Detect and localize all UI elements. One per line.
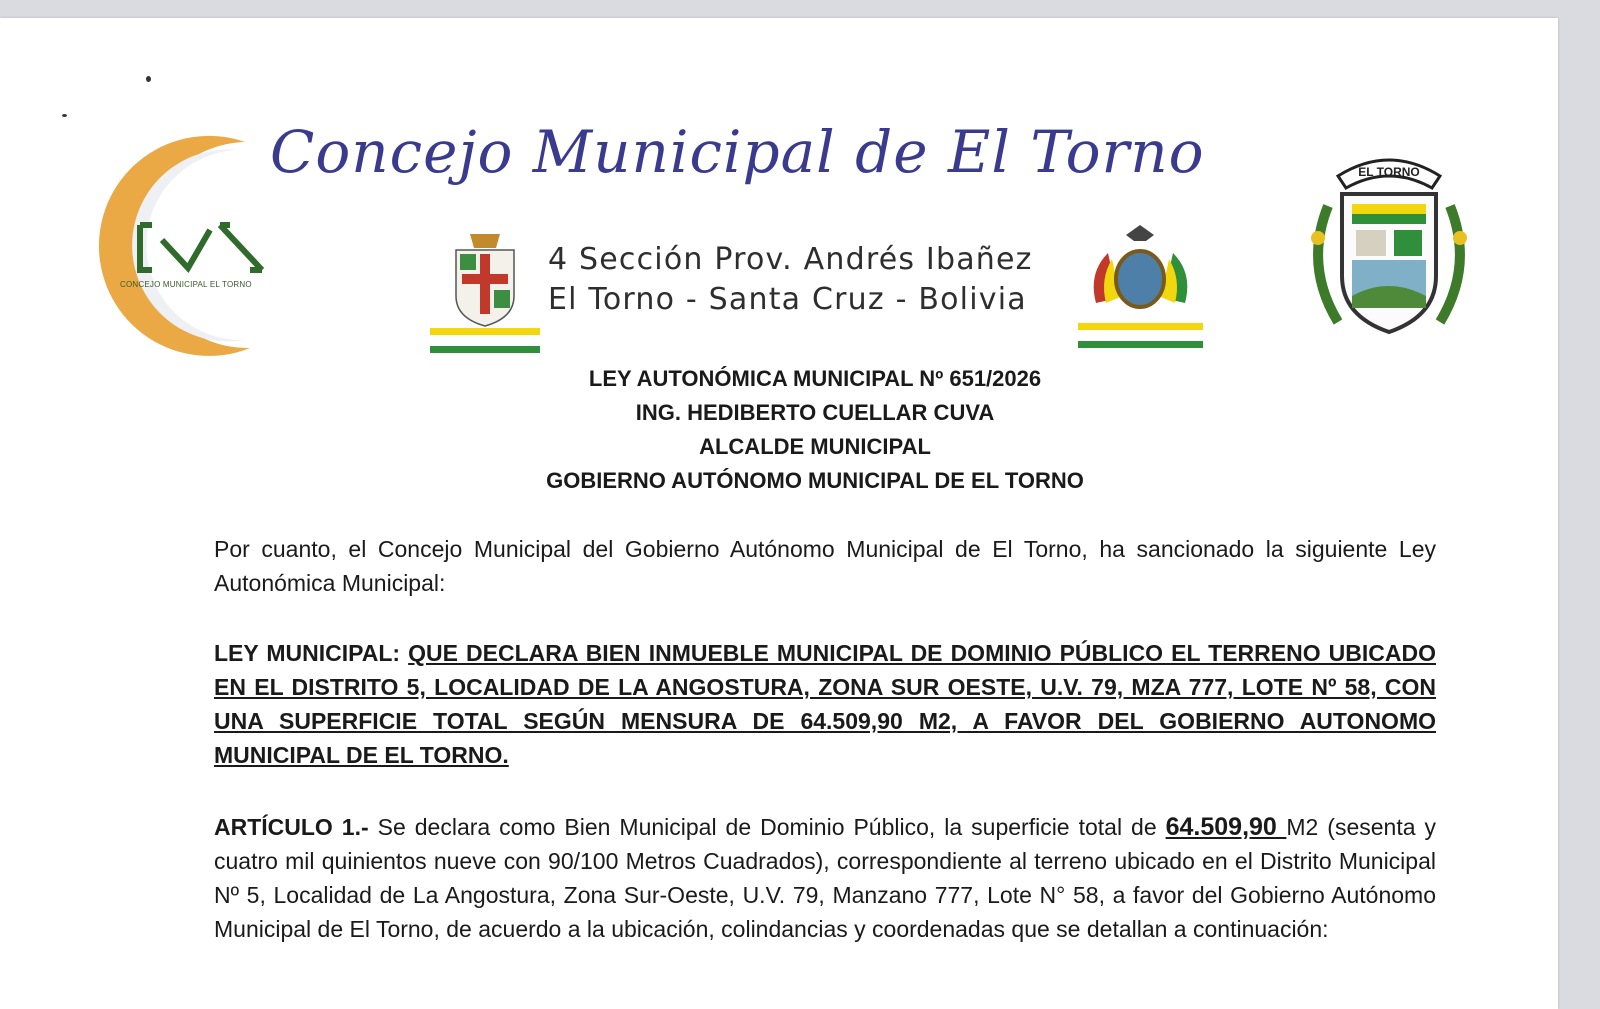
article-1-text-before: Se declara como Bien Municipal de Dominio Público, la superficie total de bbox=[368, 814, 1166, 840]
preamble-paragraph: Por cuanto, el Concejo Municipal del Gobierno Autónomo Municipal de El Torno, ha sancionado la siguiente Ley Autonómica Municipal: bbox=[214, 536, 1436, 596]
subtitle-line2: El Torno - Santa Cruz - Bolivia bbox=[548, 282, 1027, 317]
council-title: Concejo Municipal de El Torno bbox=[270, 118, 1205, 186]
article-1-text-after: M2 (sesenta y cuatro mil quinientos nueve con 90/100 Metros Cuadrados), correspondiente al terreno ubicado en el Distrito Municipal Nº 5, Localidad de La Angostura, Zona Sur-Oeste, U.V. 79, Manzano 777, Lote N° 58, a favor del Gobierno Autónomo Municipal de El Torno, de acuerdo a la ubicación, colindancias y coordenadas que se detallan a continuación: bbox=[214, 814, 1437, 942]
document-page bbox=[0, 18, 1558, 1009]
government-name: GOBIERNO AUTÓNOMO MUNICIPAL DE EL TORNO bbox=[546, 468, 1084, 493]
el-torno-crest bbox=[1298, 146, 1480, 346]
law-title-paragraph bbox=[214, 636, 1436, 772]
law-label: LEY MUNICIPAL: bbox=[214, 640, 409, 666]
logo-caption: CONCEJO MUNICIPAL EL TORNO bbox=[120, 280, 252, 289]
law-heading bbox=[470, 362, 1160, 498]
crest-banner-text: EL TORNO bbox=[1358, 165, 1420, 179]
mayor-title: ALCALDE MUNICIPAL bbox=[699, 434, 931, 459]
scan-speck bbox=[146, 76, 151, 82]
law-title: QUE DECLARA BIEN INMUEBLE MUNICIPAL DE DOMINIO PÚBLICO EL TERRENO UBICADO EN EL DISTRITO 5, LOCALIDAD DE LA ANGOSTURA, ZONA SUR OESTE, U.V. 79, MZA 777, LOTE Nº 58, CON UNA SUPERFICIE TOTAL SEGÚN MENSURA DE 64.509,90 M2, A FAVOR DEL GOBIERNO AUTONOMO MUNICIPAL DE EL TORNO. bbox=[214, 640, 1436, 768]
council-logo bbox=[70, 130, 290, 360]
council-address bbox=[548, 240, 1088, 320]
municipal-shield bbox=[430, 228, 540, 358]
law-number: LEY AUTONÓMICA MUNICIPAL Nº 651/2026 bbox=[588, 366, 1042, 391]
article-1-label: ARTÍCULO 1.- bbox=[214, 814, 369, 840]
article-1-paragraph bbox=[214, 810, 1436, 946]
subtitle-line1: 4 Sección Prov. Andrés Ibañez bbox=[548, 242, 1033, 277]
area-value: 64.509,90 bbox=[1165, 813, 1287, 841]
mayor-name: ING. HEDIBERTO CUELLAR CUVA bbox=[635, 400, 995, 425]
scan-speck bbox=[62, 114, 67, 117]
bolivia-coat-of-arms bbox=[1078, 223, 1203, 353]
